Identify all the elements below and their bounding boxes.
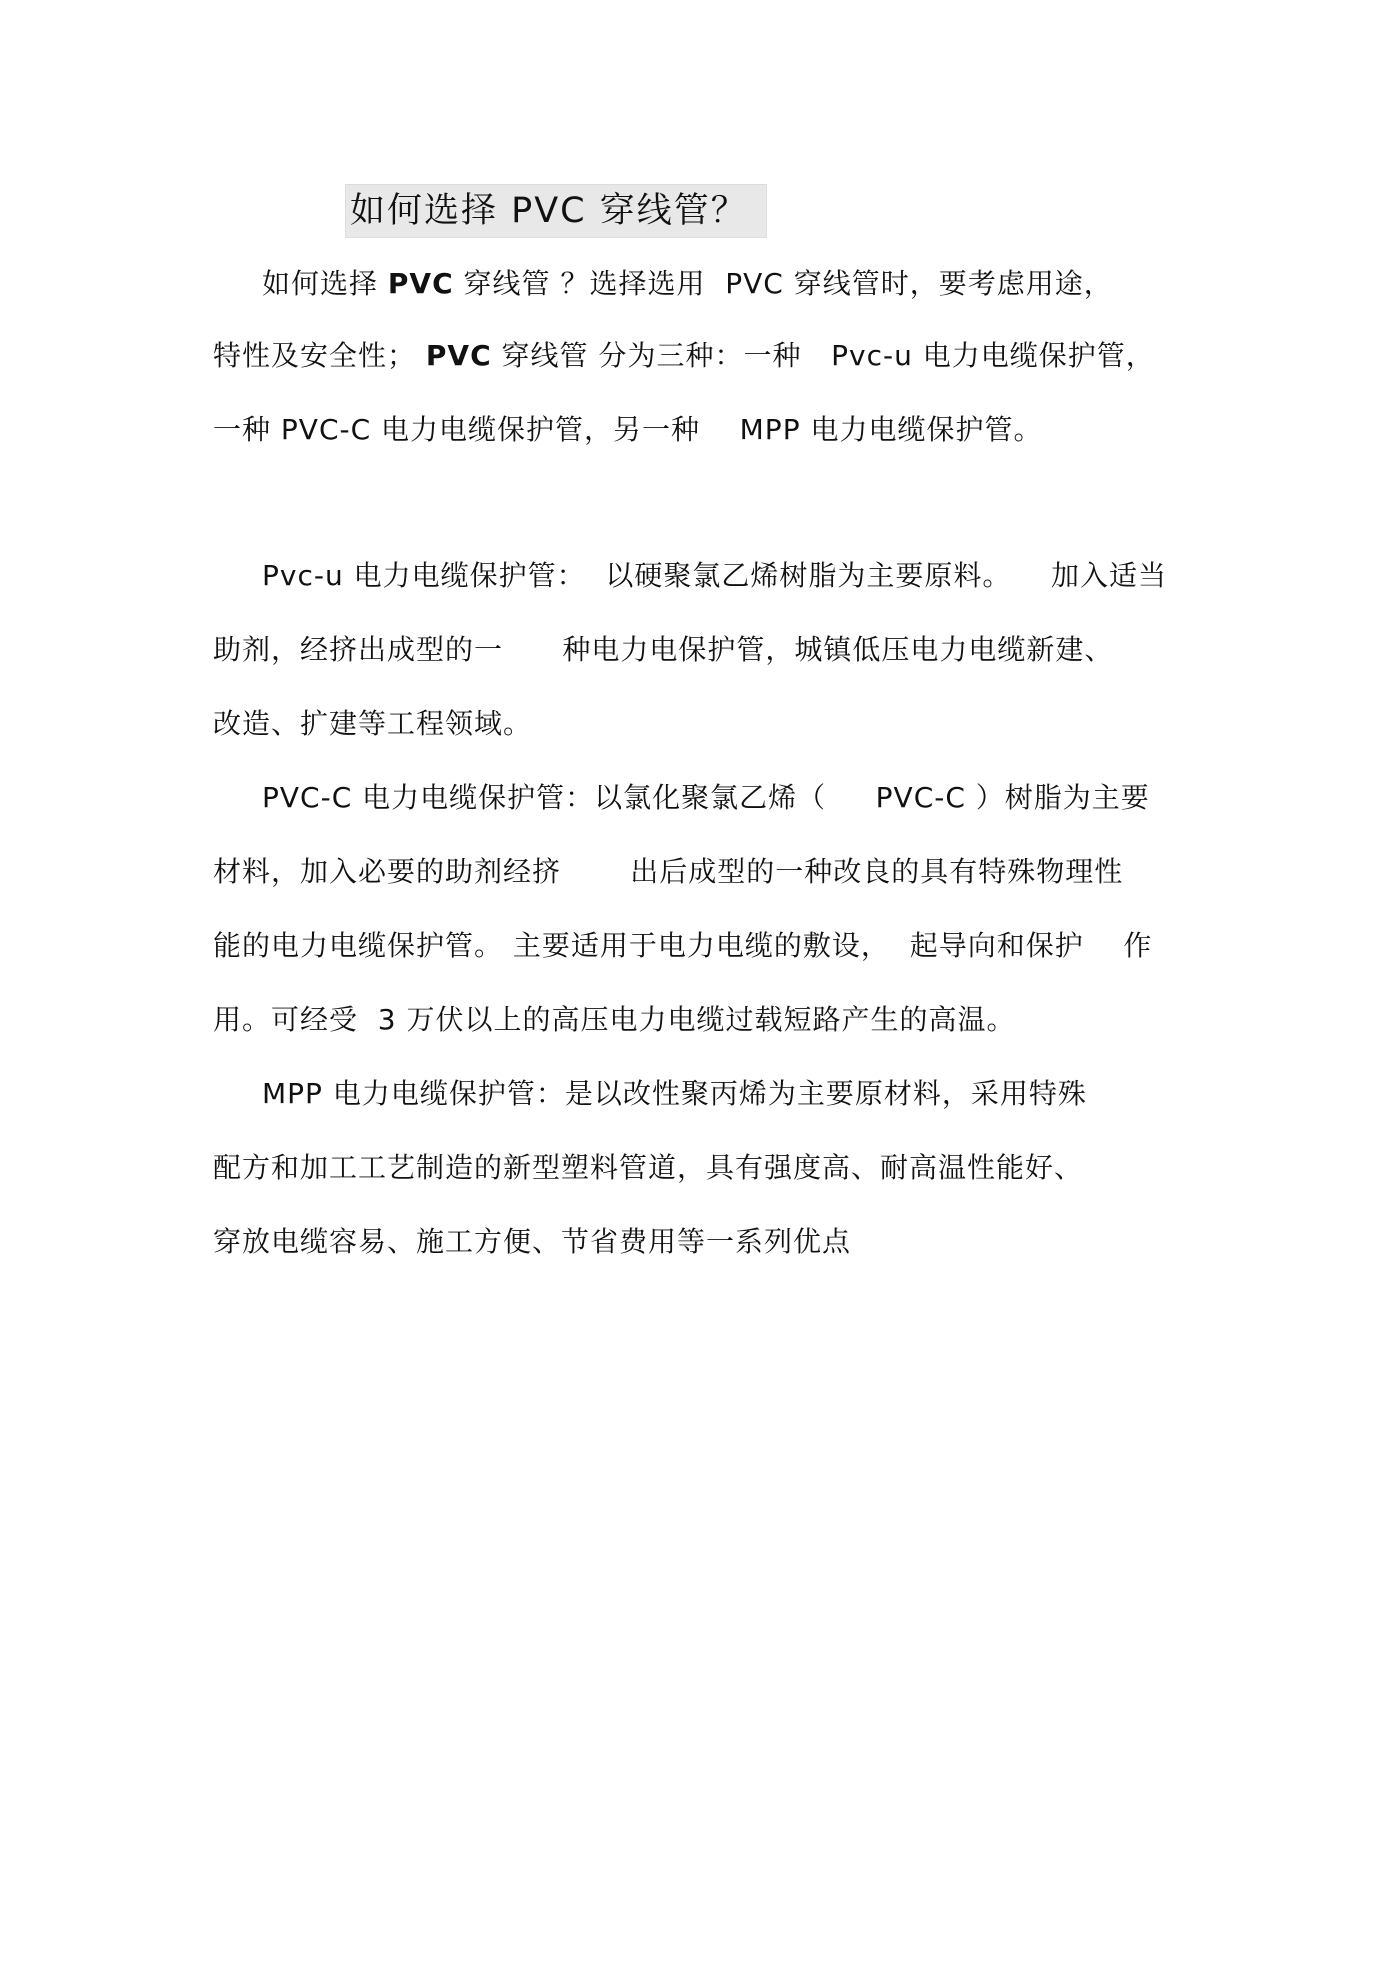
pvcc-line-4: 用。可经受 3 万伏以上的高压电力电缆过载短路产生的高温。 xyxy=(213,1003,1016,1036)
pvcu-line-1: Pvc-u 电力电缆保护管： 以硬聚氯乙烯树脂为主要原料。 加入适当 xyxy=(262,559,1168,592)
mpp-line-2: 配方和加工工艺制造的新型塑料管道，具有强度高、耐高温性能好、 xyxy=(213,1151,1084,1184)
pvcc-line-1: PVC-C 电力电缆保护管：以氯化聚氯乙烯（ PVC-C ）树脂为主要 xyxy=(262,781,1150,814)
pvcc-line-3: 能的电力电缆保护管。 主要适用于电力电缆的敷设， 起导向和保护 作 xyxy=(213,929,1153,962)
pvcc-line-2: 材料，加入必要的助剂经挤 出后成型的一种改良的具有特殊物理性 xyxy=(213,855,1124,888)
document-title: 如何选择 PVC 穿线管？ xyxy=(345,184,767,238)
pvcu-line-2: 助剂，经挤出成型的一 种电力电保护管，城镇低压电力电缆新建、 xyxy=(213,633,1114,666)
intro-line-1 xyxy=(262,264,1113,304)
intro-line-1-text-a: 如何选择 xyxy=(262,267,388,300)
intro-line-3: 一种 PVC-C 电力电缆保护管，另一种 MPP 电力电缆保护管。 xyxy=(213,413,1043,446)
intro-line-1-text-c: 穿线管 ？选择选用 PVC 穿线管时，要考虑用途， xyxy=(453,267,1113,300)
pvcu-line-3: 改造、扩建等工程领域。 xyxy=(213,707,533,740)
intro-line-2-text-a: 特性及安全性； xyxy=(213,339,426,372)
mpp-line-3: 穿放电缆容易、施工方便、节省费用等一系列优点 xyxy=(213,1225,852,1258)
intro-line-2-text-c: 穿线管 分为三种：一种 Pvc-u 电力电缆保护管， xyxy=(491,339,1155,372)
intro-line-2 xyxy=(213,336,1155,376)
intro-line-2-pvc-bold: PVC xyxy=(425,339,492,372)
intro-line-1-pvc-bold: PVC xyxy=(387,267,454,300)
mpp-line-1: MPP 电力电缆保护管：是以改性聚丙烯为主要原材料，采用特殊 xyxy=(262,1077,1087,1110)
